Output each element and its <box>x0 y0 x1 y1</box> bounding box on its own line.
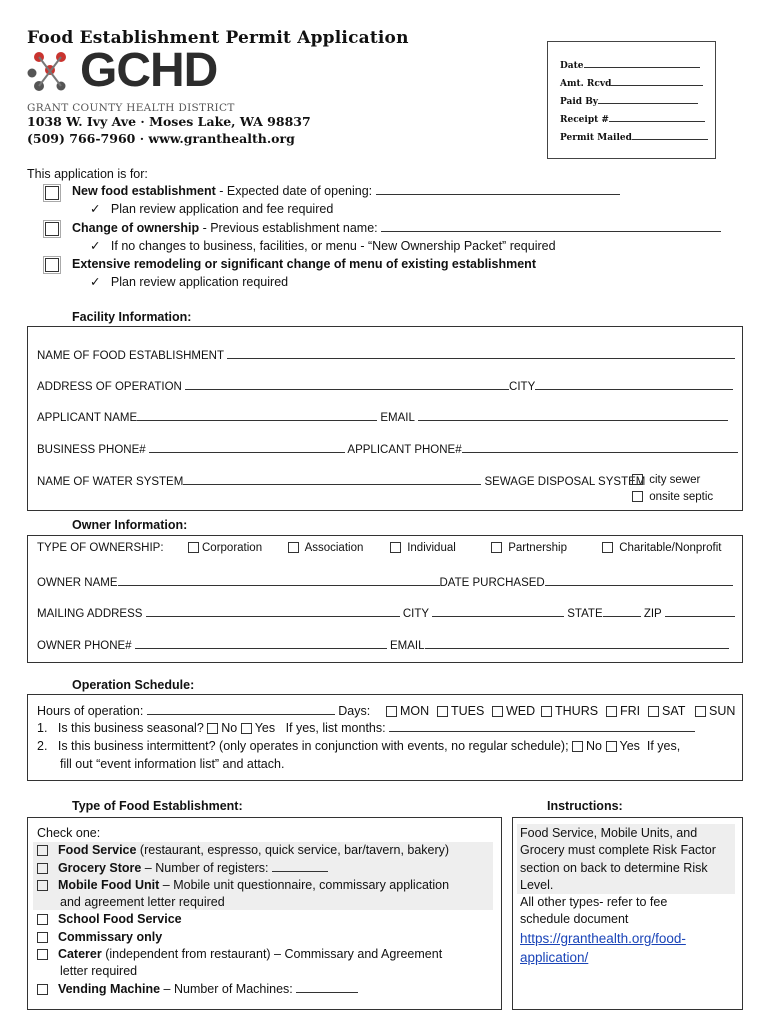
option-new-establishment: New food establishment - Expected date of opening: <box>72 184 620 199</box>
checkbox-mobile-unit <box>37 880 48 891</box>
gchd-logo-icon <box>27 48 73 94</box>
office-use-box <box>547 41 716 159</box>
checkbox-seasonal-no[interactable] <box>207 723 218 734</box>
check-icon: ✓ <box>90 239 101 253</box>
food-type-heading: Type of Food Establishment: <box>72 799 243 813</box>
fee-schedule-link[interactable]: https://granthealth.org/food- <box>520 931 686 946</box>
ownership-individual[interactable]: Individual <box>390 542 456 554</box>
facility-phone-field[interactable]: BUSINESS PHONE# APPLICANT PHONE# <box>37 442 738 456</box>
food-type-vending[interactable]: Vending Machine – Number of Machines: <box>37 982 358 997</box>
day-tues[interactable]: TUES <box>437 704 484 719</box>
checkbox-corporation <box>188 542 199 553</box>
checkbox-nonprofit <box>602 542 613 553</box>
sewage-septic-option[interactable]: onsite septic <box>632 491 713 503</box>
food-type-school[interactable]: School Food Service <box>37 912 182 927</box>
checkbox-sat <box>648 706 659 717</box>
checkbox-city-sewer <box>632 474 643 485</box>
food-type-commissary[interactable]: Commissary only <box>37 930 162 945</box>
day-sun[interactable]: SUN <box>695 704 735 719</box>
seasonal-question: 1. Is this business seasonal? No Yes If yes, list months: <box>37 721 695 736</box>
office-date-field[interactable]: Date <box>560 58 700 71</box>
food-type-mobile-cont: and agreement letter required <box>60 895 225 909</box>
checkbox-thurs <box>541 706 552 717</box>
schedule-heading: Operation Schedule: <box>72 678 195 692</box>
office-receipt-field[interactable]: Receipt # <box>560 112 705 125</box>
option-change-ownership: Change of ownership - Previous establishment name: <box>72 221 721 236</box>
checkbox-seasonal-yes[interactable] <box>241 723 252 734</box>
office-amount-field[interactable]: Amt. Rcvd <box>560 76 703 89</box>
facility-applicant-field[interactable]: APPLICANT NAME EMAIL <box>37 410 728 424</box>
check-icon: ✓ <box>90 275 101 289</box>
org-name: GRANT COUNTY HEALTH DISTRICT <box>27 102 235 114</box>
instructions-line-6: schedule document <box>520 912 629 926</box>
checkbox-onsite-septic <box>632 491 643 502</box>
food-type-mobile[interactable]: Mobile Food Unit – Mobile unit questionnaire, commissary application <box>37 878 449 893</box>
option-new-requirement: ✓ Plan review application and fee required <box>90 202 334 216</box>
checkbox-remodel[interactable] <box>45 258 59 272</box>
day-thurs[interactable]: THURS <box>541 704 598 719</box>
fee-schedule-link-cont[interactable]: application/ <box>520 950 589 965</box>
facility-address-field[interactable]: ADDRESS OF OPERATION CITY <box>37 379 733 393</box>
checkbox-new-establishment[interactable] <box>45 186 59 200</box>
checkbox-school <box>37 914 48 925</box>
org-contact: (509) 766-7960 · www.granthealth.org <box>27 131 295 146</box>
checkbox-change-ownership[interactable] <box>45 222 59 236</box>
ownership-association[interactable]: Association <box>288 542 363 554</box>
checkbox-association <box>288 542 299 553</box>
application-intro: This application is for: <box>27 167 148 181</box>
ownership-corporation[interactable]: Corporation <box>188 542 262 554</box>
checkbox-intermittent-no[interactable] <box>572 741 583 752</box>
food-type-food-service[interactable]: Food Service (restaurant, espresso, quick service, bar/tavern, bakery) <box>37 843 449 858</box>
day-wed[interactable]: WED <box>492 704 535 719</box>
org-address: 1038 W. Ivy Ave · Moses Lake, WA 98837 <box>27 114 311 129</box>
checkbox-sun <box>695 706 706 717</box>
ownership-type-label: TYPE OF OWNERSHIP: <box>37 542 164 554</box>
food-type-caterer[interactable]: Caterer (independent from restaurant) – Commissary and Agreement <box>37 947 442 962</box>
instructions-line-4: Level. <box>520 878 554 892</box>
checkbox-mon <box>386 706 397 717</box>
form-title: Food Establishment Permit Application <box>27 28 409 48</box>
food-type-caterer-cont: letter required <box>60 964 138 978</box>
instructions-line-2: Grocery must complete Risk Factor <box>520 843 716 857</box>
food-type-grocery[interactable]: Grocery Store – Number of registers: <box>37 861 328 876</box>
logo-wordmark: GCHD <box>80 44 218 97</box>
ownership-partnership[interactable]: Partnership <box>491 542 567 554</box>
option-change-requirement: ✓ If no changes to business, facilities, or menu - “New Ownership Packet” required <box>90 239 556 253</box>
checkbox-food-service <box>37 845 48 856</box>
day-fri[interactable]: FRI <box>606 704 640 719</box>
office-permit-mailed-field[interactable]: Permit Mailed <box>560 130 708 143</box>
facility-heading: Facility Information: <box>72 310 192 324</box>
owner-phone-field[interactable]: OWNER PHONE# EMAIL <box>37 638 729 652</box>
day-sat[interactable]: SAT <box>648 704 685 719</box>
checkbox-partnership <box>491 542 502 553</box>
office-paid-by-field[interactable]: Paid By <box>560 94 698 107</box>
instructions-line-3: section on back to determine Risk <box>520 861 708 875</box>
intermittent-instruction: fill out “event information list” and attach. <box>60 757 285 771</box>
checkbox-vending <box>37 984 48 995</box>
check-one-label: Check one: <box>37 826 101 840</box>
instructions-line-5: All other types- refer to fee <box>520 895 668 909</box>
owner-heading: Owner Information: <box>72 518 188 532</box>
owner-name-field[interactable]: OWNER NAME DATE PURCHASED <box>37 575 733 589</box>
intermittent-question: 2. Is this business intermittent? (only operates in conjunction with events, no regular schedule); No Yes If yes, <box>37 739 681 753</box>
sewage-city-option[interactable]: city sewer <box>632 474 700 486</box>
checkbox-tues <box>437 706 448 717</box>
checkbox-grocery <box>37 863 48 874</box>
option-remodel-requirement: ✓ Plan review application required <box>90 275 289 289</box>
checkbox-wed <box>492 706 503 717</box>
checkbox-intermittent-yes[interactable] <box>606 741 617 752</box>
owner-mailing-field[interactable]: MAILING ADDRESS CITY STATE ZIP <box>37 606 735 620</box>
day-mon[interactable]: MON <box>386 704 429 719</box>
checkbox-fri <box>606 706 617 717</box>
instructions-heading: Instructions: <box>547 799 623 813</box>
checkbox-individual <box>390 542 401 553</box>
checkbox-commissary <box>37 932 48 943</box>
facility-water-field[interactable]: NAME OF WATER SYSTEM SEWAGE DISPOSAL SYSTEM <box>37 476 646 488</box>
checkbox-caterer <box>37 949 48 960</box>
check-icon: ✓ <box>90 202 101 216</box>
seasonal-months-field[interactable] <box>389 721 695 732</box>
option-remodel: Extensive remodeling or significant change of menu of existing establishment <box>72 257 536 271</box>
instructions-line-1: Food Service, Mobile Units, and <box>520 826 698 840</box>
hours-field[interactable]: Hours of operation: Days: <box>37 704 371 718</box>
facility-name-field[interactable]: NAME OF FOOD ESTABLISHMENT <box>37 348 735 362</box>
ownership-nonprofit[interactable]: Charitable/Nonprofit <box>602 542 721 554</box>
